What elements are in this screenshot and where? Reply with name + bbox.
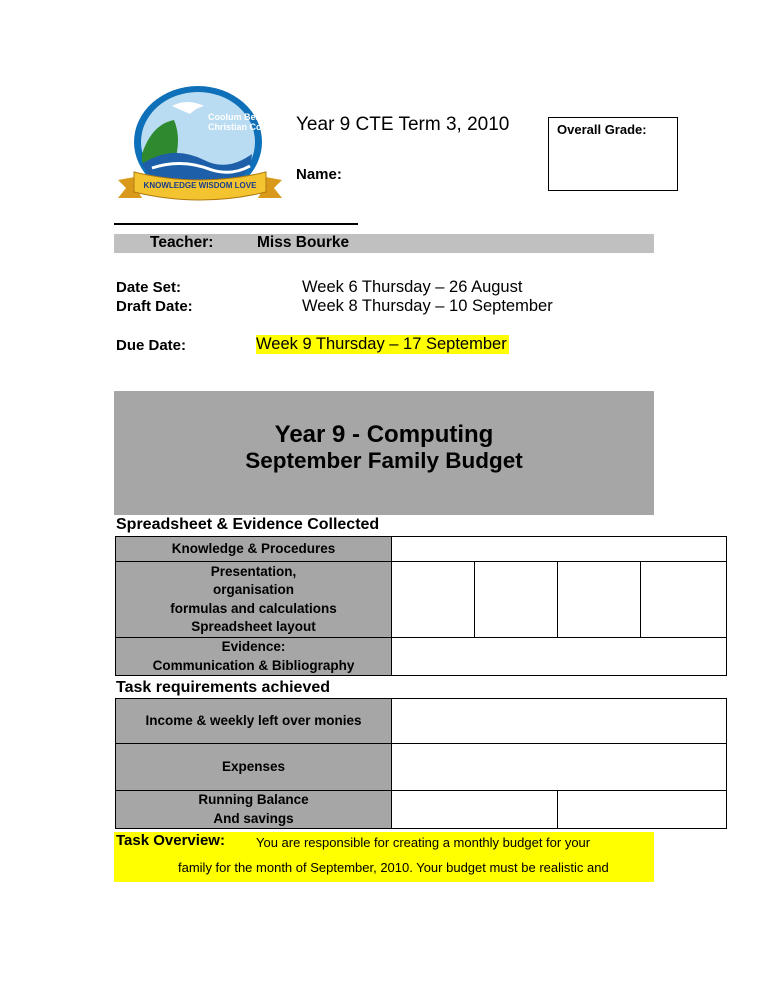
criterion-expenses: Expenses bbox=[116, 744, 392, 791]
task-overview-heading: Task Overview: bbox=[116, 832, 225, 849]
banner-title: Year 9 - Computing bbox=[274, 421, 494, 448]
criterion-line: Running Balance bbox=[198, 792, 309, 808]
logo-ribbon-text: KNOWLEDGE WISDOM LOVE bbox=[143, 181, 257, 190]
logo-text-line2: Christian College bbox=[208, 122, 283, 132]
criterion-presentation bbox=[116, 562, 392, 638]
table-row bbox=[116, 638, 727, 676]
criterion-line: Spreadsheet layout bbox=[191, 618, 316, 634]
mark-cell[interactable] bbox=[558, 791, 727, 829]
criterion-line: organisation bbox=[212, 582, 294, 598]
criterion-knowledge: Knowledge & Procedures bbox=[116, 537, 392, 562]
section-requirements-title: Task requirements achieved bbox=[116, 679, 331, 696]
table-row bbox=[116, 562, 727, 638]
criterion-running-balance bbox=[116, 791, 392, 829]
criterion-line: And savings bbox=[213, 810, 294, 826]
overall-grade-label: Overall Grade: bbox=[557, 122, 647, 137]
spreadsheet-rubric-table bbox=[115, 536, 727, 676]
mark-cell[interactable] bbox=[392, 638, 727, 676]
name-label: Name: bbox=[296, 166, 342, 183]
mark-cell[interactable] bbox=[392, 699, 727, 744]
due-date-label: Due Date: bbox=[116, 337, 187, 354]
document-title: Year 9 CTE Term 3, 2010 bbox=[296, 114, 510, 135]
criterion-line: Presentation, bbox=[210, 564, 297, 580]
mark-cell[interactable] bbox=[475, 562, 558, 638]
criterion-income: Income & weekly left over monies bbox=[116, 699, 392, 744]
table-row bbox=[116, 791, 727, 829]
requirements-rubric-table bbox=[115, 698, 727, 829]
draft-date-value: Week 8 Thursday – 10 September bbox=[302, 297, 553, 315]
section-spreadsheet-title: Spreadsheet & Evidence Collected bbox=[116, 516, 380, 533]
date-set-value: Week 6 Thursday – 26 August bbox=[302, 278, 523, 296]
due-date-value: Week 9 Thursday – 17 September bbox=[256, 335, 507, 353]
name-underline bbox=[114, 223, 358, 225]
criterion-evidence bbox=[116, 638, 392, 676]
mark-cell[interactable] bbox=[641, 562, 727, 638]
mark-cell[interactable] bbox=[392, 562, 475, 638]
criterion-line: Evidence: bbox=[221, 639, 286, 655]
table-row bbox=[116, 699, 727, 744]
table-row bbox=[116, 537, 727, 562]
logo-text-line1: Coolum Beach bbox=[208, 112, 272, 122]
criterion-line: Communication & Bibliography bbox=[152, 657, 355, 673]
date-set-label: Date Set: bbox=[116, 279, 182, 296]
table-row bbox=[116, 744, 727, 791]
mark-cell[interactable] bbox=[392, 537, 727, 562]
overall-grade-box bbox=[548, 117, 678, 191]
draft-date-label: Draft Date: bbox=[116, 298, 193, 315]
task-overview-text-line2: family for the month of September, 2010. Your budget must be realistic and bbox=[178, 860, 609, 875]
title-banner bbox=[114, 391, 654, 515]
task-overview-text-line1: You are responsible for creating a monthly budget for your bbox=[256, 835, 591, 850]
criterion-line: formulas and calculations bbox=[170, 600, 337, 616]
teacher-value: Miss Bourke bbox=[257, 234, 350, 251]
mark-cell[interactable] bbox=[392, 744, 727, 791]
school-logo bbox=[112, 84, 288, 214]
teacher-label: Teacher: bbox=[150, 234, 214, 251]
banner-subtitle: September Family Budget bbox=[245, 448, 523, 473]
mark-cell[interactable] bbox=[392, 791, 558, 829]
mark-cell[interactable] bbox=[558, 562, 641, 638]
